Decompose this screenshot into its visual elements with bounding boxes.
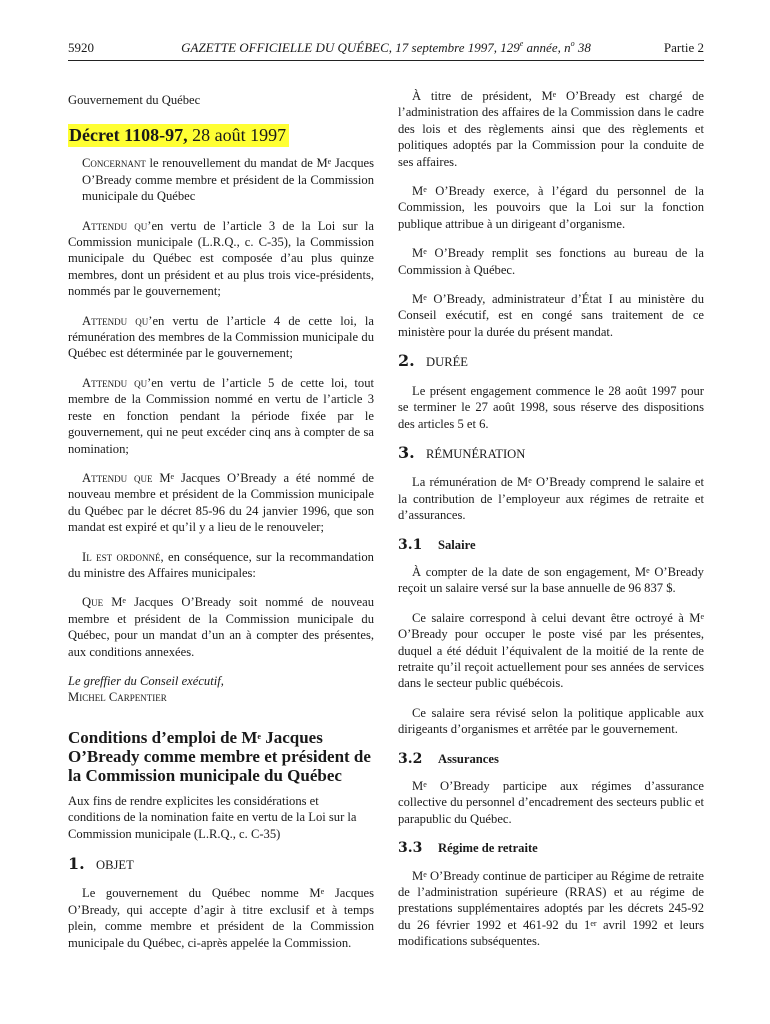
concernant-paragraph: Concernant le renouvellement du mandat de Me Jacques O’Bready comme membre et président de la Commission municipale du Québec xyxy=(82,156,374,204)
decree-heading: Décret 1108-97, 28 août 1997 xyxy=(68,124,289,147)
signature-name: Michel Carpentier xyxy=(68,690,167,705)
section-3-3-heading: 3.3 Régime de retraite xyxy=(398,840,538,857)
salaire-paragraph-1: À compter de la date de son engagement, Me O’Bready reçoit un salaire versé sur la base annuelle de 96 837 $. xyxy=(398,564,704,596)
attendu-paragraph-3: Attendu qu’en vertu de l’article 5 de cette loi, tout membre de la Commission nommé en vertu de l’article 3 reste en fonction pendant la période fixée par le gouvernement, qui ne peut excéder cinq ans à compter de sa nomination; xyxy=(68,375,374,456)
ordonne-paragraph: Il est ordonné, en conséquence, sur la recommandation du ministre des Affaires municipales: xyxy=(68,549,374,580)
attendu-paragraph-4: Attendu que Me Jacques O’Bready a été nommé de nouveau membre et président de la Commission municipale du Québec par le décret 85-96 du 24 janvier 1996, que son mandat est expiré et qu’il y a lieu de le renouveler; xyxy=(68,470,374,535)
section-2-heading: 2. DURÉE xyxy=(398,351,468,371)
left-column xyxy=(68,88,374,964)
section-1-paragraph: Le gouvernement du Québec nomme Me Jacques O’Bready, qui accepte d’agir à titre exclusif et à temps plein, comme membre et président de la Commission municipale du Québec, ci-après appelée la Commission. xyxy=(68,886,374,950)
president-paragraph: À titre de président, Me O’Bready est chargé de l’administration des affaires de la Commission dans le cadre des lois et des règlements ainsi que des règlements et politiques adoptés par la Commission pour la conduite de ses affaires. xyxy=(398,89,704,169)
page-header xyxy=(68,40,704,60)
part-label: Partie 2 xyxy=(663,40,704,55)
conditions-title: Conditions d’emploi de Me Jacques O’Bready comme membre et président de la Commission municipale du Québec xyxy=(68,727,371,785)
right-column xyxy=(398,88,704,963)
section-3-paragraph: La rémunération de Me O’Bready comprend le salaire et la contribution de l’employeur aux régimes de retraite et d’assurances. xyxy=(398,475,705,523)
salaire-paragraph-2: Ce salaire correspond à celui devant être octroyé à Me O’Bready pour occuper le poste visé par les présentes, duquel a été déduit l’équivalent de la moitié de la rente de retraite qu’il reçoit actuellement pour ses années de services dans le secteur public québécois. xyxy=(398,610,704,691)
signature-role: Le greffier du Conseil exécutif, xyxy=(68,673,224,688)
salaire-paragraph-3: Ce salaire sera révisé selon la politique applicable aux dirigeants d’organismes et arrêtée par le gouvernement. xyxy=(398,705,704,737)
section-3-heading: 3. RÉMUNÉRATION xyxy=(398,442,526,462)
personnel-paragraph: Me O’Bready exerce, à l’égard du personnel de la Commission, les pouvoirs que la Loi sur la fonction publique attribue à un dirigeant d’organisme. xyxy=(398,184,704,231)
government-label: Gouvernement du Québec xyxy=(68,93,201,107)
header-rule xyxy=(68,60,704,61)
administrateur-paragraph: Me O’Bready, administrateur d’État I au ministère du Conseil exécutif, est en congé sans traitement de ce ministère pour la durée du présent mandat. xyxy=(398,292,704,339)
page-number: 5920 xyxy=(68,40,94,55)
que-paragraph: Que Me Jacques O’Bready soit nommé de nouveau membre et président de la Commission municipale du Québec, pour un mandat d’un an à compter des présentes, aux conditions annexées. xyxy=(68,595,374,659)
section-3-2-heading: 3.2 Assurances xyxy=(398,750,499,767)
assurances-paragraph: Me O’Bready participe aux régimes d’assurance collective du personnel d’encadrement des secteurs public et parapublic du Québec. xyxy=(398,779,704,826)
gazette-title: GAZETTE OFFICIELLE DU QUÉBEC, 17 septembre 1997, 129e année, $n^o$ 38 xyxy=(181,39,591,55)
section-1-heading: 1. OBJET xyxy=(68,854,134,873)
retraite-paragraph: Me O’Bready continue de participer au Régime de retraite de l’administration supérieure (RRAS) et au régime de prestations supplémentaires adoptés par les décrets 245-92 du 26 février 1992 et 461-92 du 1er avril 1992 et leurs modifications subséquentes. xyxy=(398,868,704,949)
conditions-subtitle: Aux fins de rendre explicites les considérations et conditions de la nomination faite en vertu de la Loi sur la Commission municipale (L.R.Q., c. C-35) xyxy=(68,793,357,841)
section-2-paragraph: Le présent engagement commence le 28 août 1997 pour se terminer le 27 août 1998, sous réserve des dispositions des articles 5 et 6. xyxy=(398,383,704,431)
section-3-1-heading: 3.1 Salaire xyxy=(398,536,476,553)
bureau-paragraph: Me O’Bready remplit ses fonctions au bureau de la Commission à Québec. xyxy=(398,246,704,277)
attendu-paragraph-2: Attendu qu’en vertu de l’article 4 de cette loi, la rémunération des membres de la Commission municipale du Québec est déterminée par le gouvernement; xyxy=(68,313,374,361)
attendu-paragraph-1: Attendu qu’en vertu de l’article 3 de la Loi sur la Commission municipale (L.R.Q., c. C-35), la Commission municipale du Québec est composée d’au plus quinze membres, dont un président et au plus trois vice-présidents, nommés par le gouvernement; xyxy=(68,218,375,299)
